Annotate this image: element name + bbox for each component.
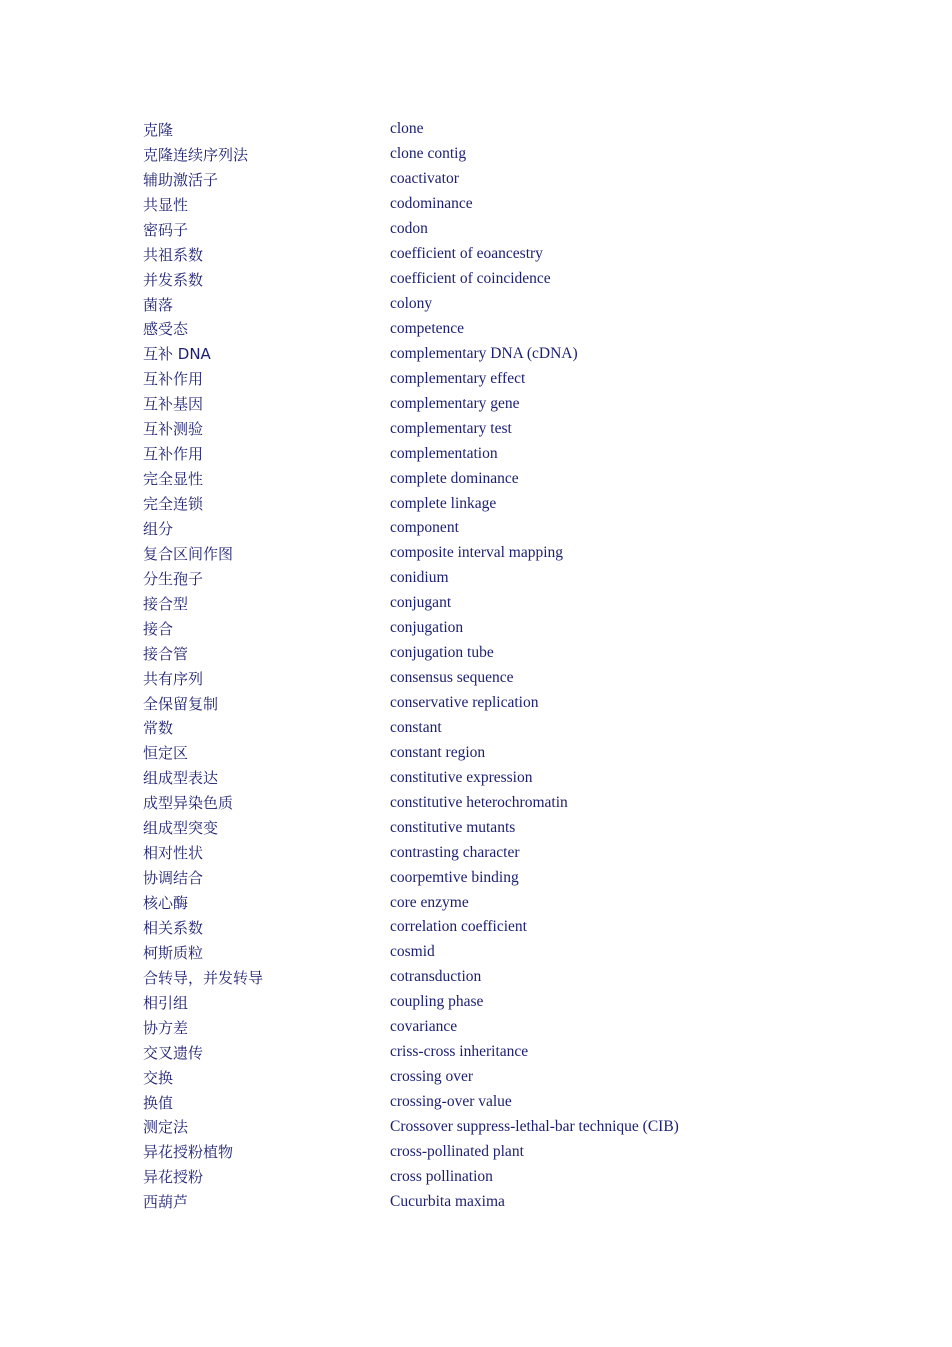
glossary-list (143, 117, 843, 1214)
glossary-entry (143, 167, 843, 192)
glossary-entry (143, 616, 843, 641)
glossary-entry (143, 1139, 843, 1164)
glossary-entry (143, 242, 843, 267)
chinese-term: 组成型突变 (143, 819, 219, 838)
english-term: crossing-over value (390, 1093, 512, 1111)
chinese-term: 接合 (143, 619, 174, 638)
english-term: constitutive heterochromatin (390, 793, 568, 811)
english-term: constitutive mutants (390, 818, 516, 836)
english-term: colony (390, 295, 433, 313)
chinese-term: 组成型表达 (143, 769, 219, 788)
chinese-term: 共祖系数 (143, 245, 204, 264)
english-term: cosmid (390, 943, 435, 961)
english-term: constant region (390, 743, 486, 761)
english-term: codon (390, 220, 428, 238)
chinese-term: 异花授粉 (143, 1168, 204, 1187)
english-term: coefficient of eoancestry (390, 245, 543, 263)
english-term: coorpemtive binding (390, 868, 519, 886)
glossary-entry (143, 915, 843, 940)
glossary-entry (143, 441, 843, 466)
glossary-entry (143, 391, 843, 416)
glossary-entry (143, 217, 843, 242)
chinese-term: 克隆 (143, 120, 174, 139)
chinese-term: 复合区间作图 (143, 544, 234, 563)
glossary-entry (143, 491, 843, 516)
glossary-entry (143, 1065, 843, 1090)
chinese-term: 换值 (143, 1093, 174, 1112)
chinese-term: 感受态 (143, 320, 189, 339)
glossary-entry (143, 366, 843, 391)
english-term: cotransduction (390, 968, 482, 986)
glossary-entry (143, 317, 843, 342)
chinese-term: 组分 (143, 519, 174, 538)
glossary-entry (143, 641, 843, 666)
glossary-entry (143, 890, 843, 915)
glossary-entry (143, 666, 843, 691)
english-term: codominance (390, 195, 473, 213)
english-term: consensus sequence (390, 669, 514, 687)
chinese-term: 相对性状 (143, 844, 204, 863)
chinese-term: 互补 DNA (143, 345, 211, 364)
chinese-term: 互补作用 (143, 445, 204, 464)
chinese-term: 相关系数 (143, 918, 204, 937)
glossary-entry (143, 1115, 843, 1140)
glossary-entry (143, 466, 843, 491)
chinese-term: 常数 (143, 719, 174, 738)
glossary-entry (143, 1189, 843, 1214)
chinese-term: 核心酶 (143, 894, 189, 913)
glossary-entry (143, 142, 843, 167)
english-term: complementation (390, 444, 498, 462)
english-term: clone (390, 120, 424, 138)
glossary-entry (143, 516, 843, 541)
english-term: contrasting character (390, 843, 520, 861)
glossary-entry (143, 965, 843, 990)
glossary-entry (143, 865, 843, 890)
english-term: conjugation (390, 619, 464, 637)
chinese-term: 菌落 (143, 295, 174, 314)
english-term: complementary DNA (cDNA) (390, 344, 578, 362)
chinese-term: 完全显性 (143, 470, 204, 489)
english-term: competence (390, 319, 465, 337)
glossary-entry (143, 117, 843, 142)
glossary-entry (143, 691, 843, 716)
glossary-entry (143, 1164, 843, 1189)
chinese-term: 全保留复制 (143, 694, 219, 713)
glossary-entry (143, 990, 843, 1015)
glossary-entry (143, 591, 843, 616)
english-term: correlation coefficient (390, 918, 527, 936)
glossary-entry (143, 267, 843, 292)
glossary-entry (143, 1040, 843, 1065)
glossary-entry (143, 840, 843, 865)
glossary-entry (143, 192, 843, 217)
chinese-term: 恒定区 (143, 744, 189, 763)
english-term: crossing over (390, 1068, 474, 1086)
glossary-entry (143, 940, 843, 965)
english-term: conjugation tube (390, 644, 494, 662)
glossary-entry (143, 765, 843, 790)
english-term: complementary test (390, 419, 512, 437)
chinese-term: 合转导，并发转导 (143, 968, 264, 987)
english-term: coefficient of coincidence (390, 270, 551, 288)
chinese-term: 并发系数 (143, 270, 204, 289)
glossary-entry (143, 566, 843, 591)
chinese-term: 互补基因 (143, 395, 204, 414)
english-term: complete linkage (390, 494, 497, 512)
english-term: Cucurbita maxima (390, 1192, 505, 1210)
glossary-entry (143, 292, 843, 317)
english-term: constitutive expression (390, 768, 533, 786)
chinese-term: 辅助激活子 (143, 170, 219, 189)
chinese-term: 成型异染色质 (143, 794, 234, 813)
english-term: complementary gene (390, 394, 520, 412)
chinese-term: 共有序列 (143, 669, 204, 688)
chinese-term: 克隆连续序列法 (143, 145, 249, 164)
glossary-entry (143, 740, 843, 765)
english-term: conjugant (390, 594, 452, 612)
english-term: criss-cross inheritance (390, 1043, 529, 1061)
chinese-term: 交换 (143, 1068, 174, 1087)
chinese-term: 密码子 (143, 220, 189, 239)
chinese-term: 接合管 (143, 644, 189, 663)
glossary-entry (143, 341, 843, 366)
chinese-term: 完全连锁 (143, 495, 204, 514)
chinese-term: 接合型 (143, 594, 189, 613)
english-term: cross pollination (390, 1167, 493, 1185)
glossary-entry (143, 416, 843, 441)
english-term: core enzyme (390, 893, 469, 911)
english-term: complete dominance (390, 469, 519, 487)
english-term: coactivator (390, 170, 459, 188)
english-term: conidium (390, 569, 449, 587)
chinese-term: 相引组 (143, 993, 189, 1012)
english-term: complementary effect (390, 369, 526, 387)
chinese-term: 分生孢子 (143, 569, 204, 588)
english-term: cross-pollinated plant (390, 1142, 524, 1160)
chinese-term: 柯斯质粒 (143, 943, 204, 962)
english-term: clone contig (390, 145, 467, 163)
chinese-term: 交叉遗传 (143, 1043, 204, 1062)
glossary-entry (143, 716, 843, 741)
english-term: composite interval mapping (390, 544, 564, 562)
glossary-entry (143, 541, 843, 566)
glossary-entry (143, 790, 843, 815)
english-term: component (390, 519, 459, 537)
chinese-term: 协方差 (143, 1018, 189, 1037)
english-term: constant (390, 718, 442, 736)
english-term: Crossover suppress-lethal-bar technique (CIB) (390, 1117, 679, 1135)
glossary-entry (143, 1015, 843, 1040)
glossary-entry (143, 1090, 843, 1115)
chinese-term: 异花授粉植物 (143, 1143, 234, 1162)
glossary-entry (143, 815, 843, 840)
chinese-term: 西葫芦 (143, 1193, 189, 1212)
chinese-term: 协调结合 (143, 869, 204, 888)
chinese-term: 互补测验 (143, 420, 204, 439)
english-term: coupling phase (390, 993, 484, 1011)
english-term: conservative replication (390, 694, 539, 712)
chinese-term: 互补作用 (143, 370, 204, 389)
english-term: covariance (390, 1018, 458, 1036)
chinese-term: 共显性 (143, 195, 189, 214)
chinese-term: 测定法 (143, 1118, 189, 1137)
